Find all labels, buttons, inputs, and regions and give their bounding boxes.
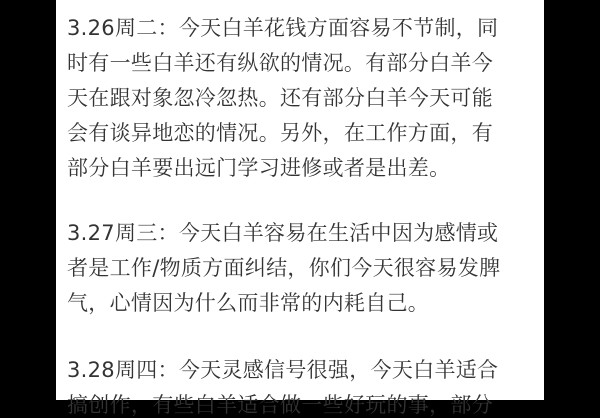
paragraph-1-line-2: 时有一些白羊还有纵欲的情况。有部分白羊今 [67, 51, 493, 75]
paragraph-1-line-4: 会有谈异地恋的情况。另外，在工作方面，有 [67, 121, 493, 145]
paragraph-2-line-2: 者是工作/物质方面纠结，你们今天很容易发脾 [67, 256, 501, 280]
document-page [56, 0, 544, 417]
paragraph-1-line-5: 部分白羊要出远门学习进修或者是出差。 [67, 156, 451, 180]
paragraph-1-line-3: 天在跟对象忽冷忽热。还有部分白羊今天可能 [67, 86, 493, 110]
paragraph-1-line-1: 3.26周二：今天白羊花钱方面容易不节制，同 [67, 16, 499, 40]
paragraph-2-line-3: 气，心情因为什么而非常的内耗自己。 [67, 291, 430, 315]
paragraph-2-line-1: 3.27周三：今天白羊容易在生活中因为感情或 [67, 221, 499, 245]
paragraph-3-line-1: 3.28周四：今天灵感信号很强，今天白羊适合 [67, 358, 499, 382]
paragraph-3-line-2: 搞创作，有些白羊适合做一些好玩的事，部分 [67, 393, 493, 417]
